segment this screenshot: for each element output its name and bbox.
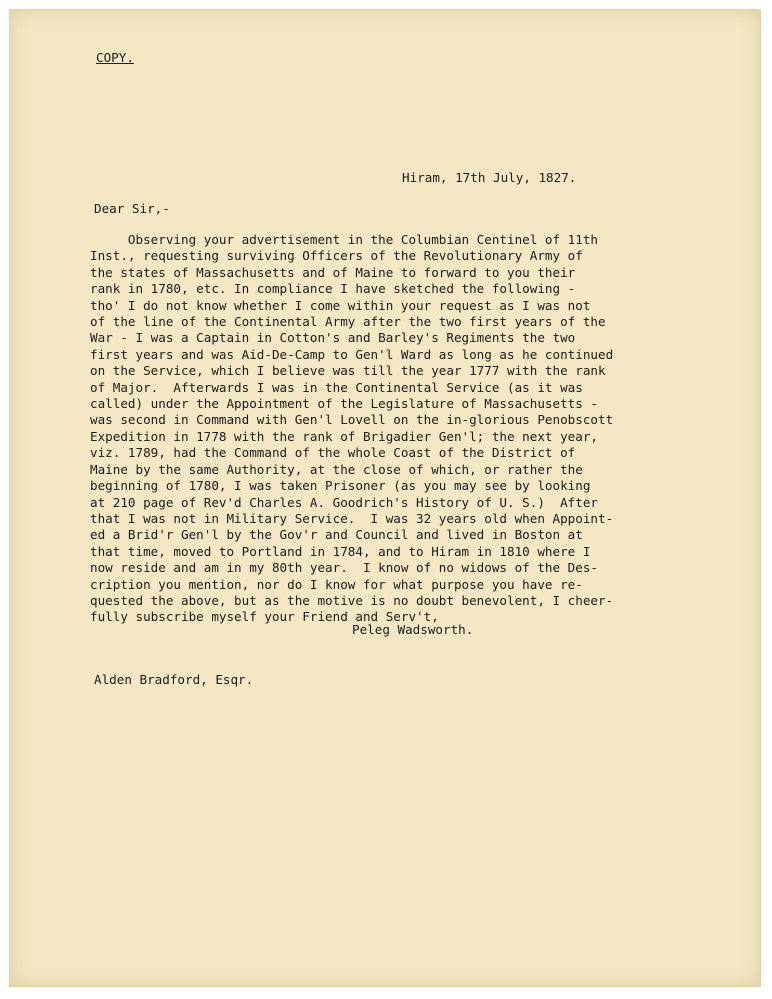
body-line: ed a Brid'r Gen'l by the Gov'r and Council and lived in Boston at [90, 527, 583, 543]
body-line: Inst., requesting surviving Officers of the Revolutionary Army of [90, 248, 583, 264]
body-line: was second in Command with Gen'l Lovell on the in-glorious Penobscott [90, 412, 614, 428]
copy-label: COPY. [96, 50, 134, 65]
body-line: that time, moved to Portland in 1784, and to Hiram in 1810 where I [90, 543, 591, 559]
body-line: War - I was a Captain in Cotton's and Barley's Regiments the two [90, 330, 576, 346]
body-line: called) under the Appointment of the Legislature of Massachusetts - [90, 396, 598, 412]
body-line: the states of Massachusetts and of Maine to forward to you their [90, 264, 576, 280]
body-line: Observing your advertisement in the Columbian Centinel of 11th [90, 232, 598, 247]
body-line: that I was not in Military Service. I was 32 years old when Appoint- [90, 510, 614, 526]
dateline: Hiram, 17th July, 1827. [402, 170, 577, 185]
letter-body [90, 232, 613, 626]
body-line: of the line of the Continental Army after the two first years of the [90, 314, 606, 330]
body-line: Maine by the same Authority, at the close of which, or rather the [90, 461, 583, 477]
body-line: viz. 1789, had the Command of the whole Coast of the District of [90, 445, 576, 461]
salutation: Dear Sir,- [94, 201, 170, 216]
body-line: first years and was Aid-De-Camp to Gen'l Ward as long as he continued [90, 346, 614, 362]
body-line: fully subscribe myself your Friend and Serv't, [90, 609, 439, 625]
signature: Peleg Wadsworth. [352, 622, 474, 637]
body-line: now reside and am in my 80th year. I know of no widows of the Des- [90, 560, 598, 576]
body-line: cription you mention, nor do I know for what purpose you have re- [90, 576, 583, 592]
body-line: beginning of 1780, I was taken Prisoner (as you may see by looking [90, 478, 591, 494]
body-line: on the Service, which I believe was till the year 1777 with the rank [90, 363, 606, 379]
body-line: at 210 page of Rev'd Charles A. Goodrich's History of U. S.) After [90, 494, 598, 510]
addressee: Alden Bradford, Esqr. [94, 672, 254, 687]
body-line: tho' I do not know whether I come within your request as I was not [90, 297, 591, 313]
body-line: rank in 1780, etc. In compliance I have sketched the following - [90, 281, 576, 297]
body-line: of Major. Afterwards I was in the Continental Service (as it was [90, 379, 583, 395]
letter-page [10, 10, 760, 986]
body-line: quested the above, but as the motive is no doubt benevolent, I cheer- [90, 592, 614, 608]
body-line: Expedition in 1778 with the rank of Brigadier Gen'l; the next year, [90, 428, 598, 444]
